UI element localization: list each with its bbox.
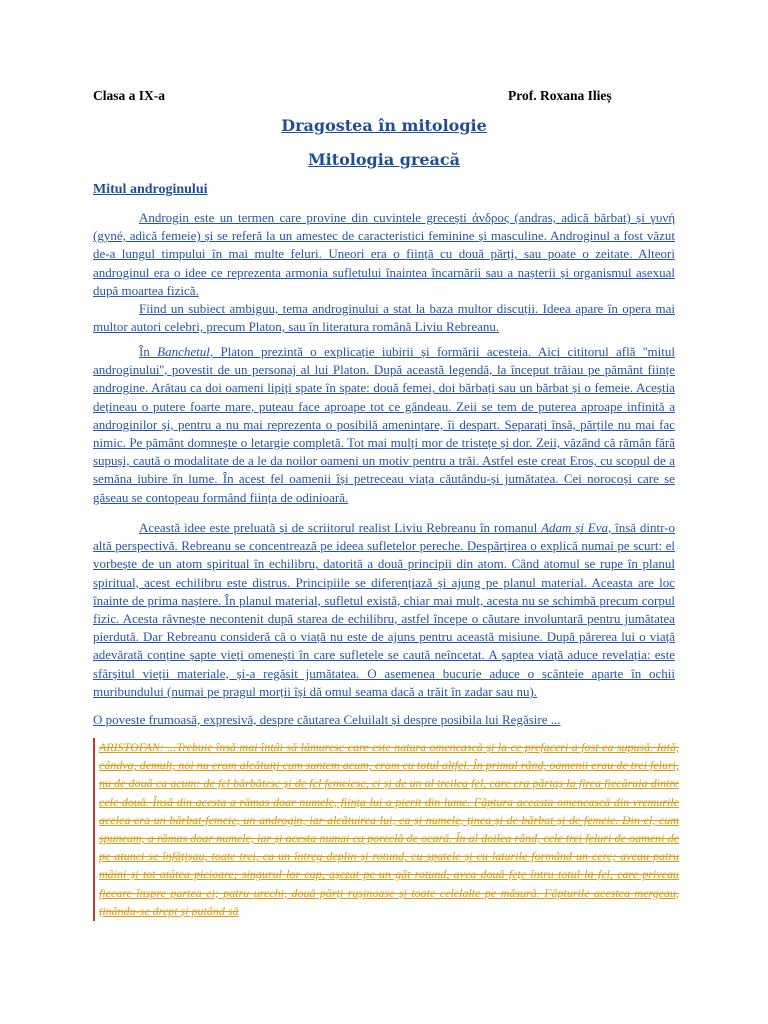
aristofan-quote[interactable]: ARISTOFAN: ...Trebuie însă mai întâi să lămuresc care este natura omenească și la ce prefaceri a fost ea supusă. Iată, cândva, demult, noi nu eram alcătuiți cum suntem acum, eram cu totul altfel. În primul rând, oamenii erau de trei feluri, nu de două ca acum: de fel bărbătesc și de fel femeiesc, ci și de un al treilea fel, care era părtaș la firea fiecăruia dintre cele două. Însă din acesta a rămas doar numele, ființa lui a pierit din lume. Făptura aceasta omenească din vremurile acelea era un bărbat-femeie, un androgin, iar alcătuirea lui, ca și numele, ținea și de bărbat și de femeie. Din el, cum spuneam, a rămas doar numele, iar și acesta numai ca poreclă de ocară. În al doilea rând, cele trei feluri de oameni de pe atunci se înfățișau, toate trei, ca un întreg deplin și rotund, cu spatele și cu laturile formând un cerc; aveau patru mâini și tot atâtea picioare; singurul lor cap, așezat pe un gât rotund, avea două fețe întru totul la fel, care priveau fiecare înspre partea ei; patru urechi, două părți rușinoase și toate celelalte pe măsură. Făpturile acestea mergeau, ținându-se drept și putând să bbox=[93, 738, 679, 921]
paragraph-text: Această idee este preluată și de scriitorul realist Liviu Rebreanu în romanul bbox=[139, 520, 542, 535]
paragraph-banchetul[interactable] bbox=[93, 343, 675, 507]
paragraph-androgin-definition[interactable] bbox=[93, 209, 675, 300]
book-title-adam-si-eva: Adam și Eva bbox=[541, 520, 608, 535]
paragraph-text: Androgin este un termen care provine din cuvintele grecești ἀνδρος (andras, adică bărbat) și γυνή (gyné, adică femeie) și se referă la un amestec de caracteristici feminine și masculine. Androginul a fost văzut de-a lungul timpului în mai multe feluri. Uneori era o ființă cu două părți, sau poate o zeitate. Alteori androginul era o idee ce reprezenta armonia sufletului înaintea încarnării sau a nașterii și organismul asexual după moartea fizică. bbox=[93, 210, 675, 298]
class-label: Clasa a IX-a bbox=[93, 88, 166, 103]
teacher-name: Prof. Roxana Ilieș bbox=[508, 88, 612, 103]
paragraph-text: , Platon prezintă o explicație iubirii și formării acesteia. Aici cititorul află ''mitul androginului'', povestit de un personaj al lui Platon. După această legendă, la început trăiau pe pământ ființe androgine. Arătau ca doi oameni lipiți spate în spate: două femei, doi bărbați sau un bărbat și o femeie. Aceștia dețineau o putere foarte mare, puteau face aproape tot ce gândeau. Zeii se tem de puterea aproape infinită a androginilor și, pentru a nu mai reprezenta o posibilă amenințare, îi despart. Separați însă, părțile nu mai fac nimic. Pe pământ domnește o letargie completă. Tot mai mulți mor de tristețe și dor. Zeii, văzând că rămân fără supuși, caută o modalitate de a le da noilor oameni un motiv pentru a trăi. Astfel este creat Eros, cu scopul de a semăna iubire în lume. În acest fel oamenii își petreceau viața căutându-și jumătatea. Cei norocoși care se găseau se contopeau formând ființa de odinioară. bbox=[93, 344, 675, 505]
paragraph-text: , însă dintr-o altă perspectivă. Rebreanu se concentrează pe ideea sufletelor pereche. Despărțirea o explică numai pe scurt: el vorbește de un atom spiritual în echilibru, datorită a două principii din atom. Când atomul se rupe în planul spiritual, acest echilibru este distrus. Principiile se diferențiază și ajung pe planul material. Aceasta are loc înainte de prima naștere. În planul material, sufletul există, chiar mai mult, acesta nu se schimbă precum corpul fizic. Acesta râvnește necontenit după starea de echilibru, astfel începe o căutare involuntară pentru jumătatea pierdută. Dar Rebreanu consideră că o viață nu este de ajuns pentru această misiune. După părerea lui o viață adevărată conține șapte vieți omenești în care sufletele se caută neîncetat. A șaptea viață aduce revelația: este sfârșitul vieții materiale, și-a regăsit jumătatea. O asemenea bucurie aduce o scânteie aparte în ochii muribundului (numai pe pragul morții își dă omul seama dacă a trăit în zadar sau nu). bbox=[93, 520, 675, 699]
page-subtitle[interactable]: Mitologia greacă bbox=[307, 150, 461, 169]
section-heading[interactable]: Mitul androginului bbox=[93, 182, 208, 197]
paragraph-subject[interactable] bbox=[93, 300, 675, 336]
paragraph-rebreanu[interactable] bbox=[93, 519, 675, 701]
paragraph-intro-quote[interactable]: O poveste frumoasă, expresivă, despre căutarea Celuilalt și despre posibila lui Regăsire ... bbox=[93, 712, 561, 727]
paragraph-text: Fiind un subiect ambiguu, tema androginului a stat la baza multor discuții. Ideea apare în opera mai multor autori celebri, precum Platon, sau în literatura română Liviu Rebreanu. bbox=[93, 301, 675, 335]
page-title[interactable]: Dragostea în mitologie bbox=[281, 116, 487, 135]
book-title-banchetul: Banchetul bbox=[157, 344, 210, 359]
paragraph-text: În bbox=[139, 344, 158, 359]
